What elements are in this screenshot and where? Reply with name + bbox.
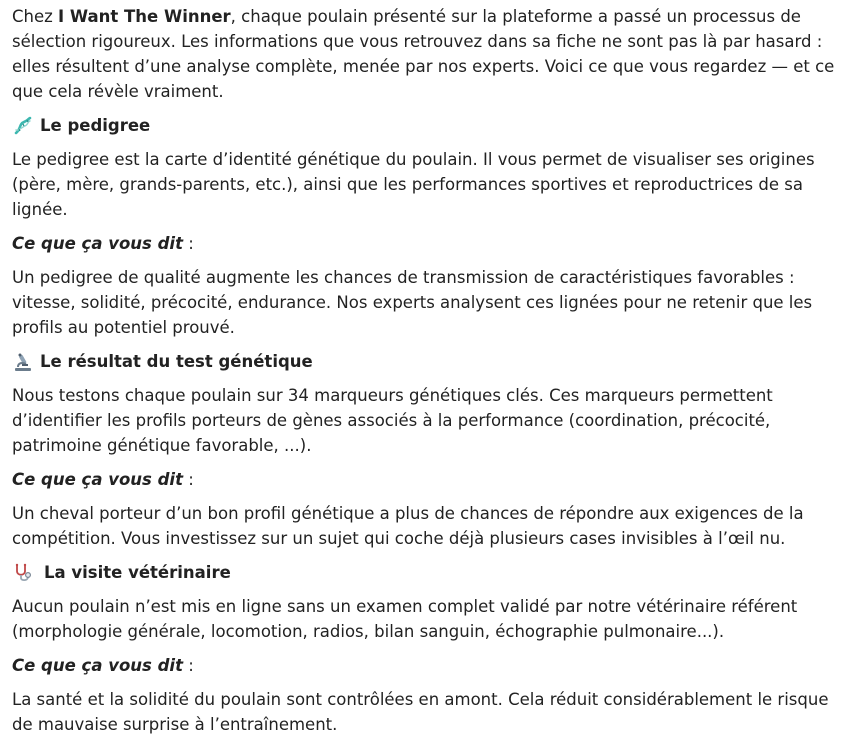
section-body: Aucun poulain n’est mis en ligne sans un examen complet validé par notre vétérinaire référent (morphologie générale, locomotion, radios, bilan sanguin, échographie pulmonaire...). (12, 597, 798, 641)
section-body: Nous testons chaque poulain sur 34 marqueurs génétiques clés. Ces marqueurs permettent d’identifier les profils porteurs de gènes associés à la performance (coordination, précocité, patrimoine génétique favorable, ...). (12, 386, 773, 455)
section-detail: Un pedigree de qualité augmente les chances de transmission de caractéristiques favorables : vitesse, solidité, précocité, endurance. Nos experts analysent ces lignées pour ne retenir que les profils au potentiel prouvé. (12, 268, 813, 337)
brand-name: I Want The Winner (58, 7, 231, 26)
what-it-tells-label: Ce que ça vous dit : (12, 470, 194, 489)
section-title: Le pedigree (40, 116, 151, 135)
section-heading-pedigree (12, 113, 854, 138)
stethoscope-icon (12, 562, 34, 584)
microscope-icon (12, 351, 34, 373)
section-detail: Un cheval porteur d’un bon profil génétique a plus de chances de répondre aux exigences de la compétition. Vous investissez sur un sujet qui coche déjà plusieurs cases invisibles à l’œil nu. (12, 504, 804, 548)
section-body: Le pedigree est la carte d’identité génétique du poulain. Il vous permet de visualiser ses origines (père, mère, grands-parents, etc.), ainsi que les performances sportives et reproductrices de sa lignée. (12, 150, 815, 219)
section-title: Le résultat du test génétique (40, 352, 313, 371)
dna-icon (12, 115, 34, 137)
section-detail: La santé et la solidité du poulain sont contrôlées en amont. Cela réduit considérablement le risque de mauvaise surprise à l’entraînement. (12, 690, 829, 734)
section-heading-vet-visit (12, 560, 854, 585)
what-it-tells-label: Ce que ça vous dit : (12, 656, 194, 675)
intro-paragraph (12, 4, 854, 104)
section-heading-genetic-test (12, 349, 854, 374)
intro-text: , chaque poulain présenté sur la plateforme a passé un processus de sélection rigoureux. Les informations que vous retrouvez dans sa fiche ne sont pas là par hasard : elles résultent d’une analyse complète, menée par nos experts. Voici ce que vous regardez — et ce que cela révèle vraiment. (12, 7, 835, 101)
what-it-tells-label: Ce que ça vous dit : (12, 234, 194, 253)
section-title: La visite vétérinaire (44, 563, 231, 582)
intro-prefix: Chez (12, 7, 59, 26)
